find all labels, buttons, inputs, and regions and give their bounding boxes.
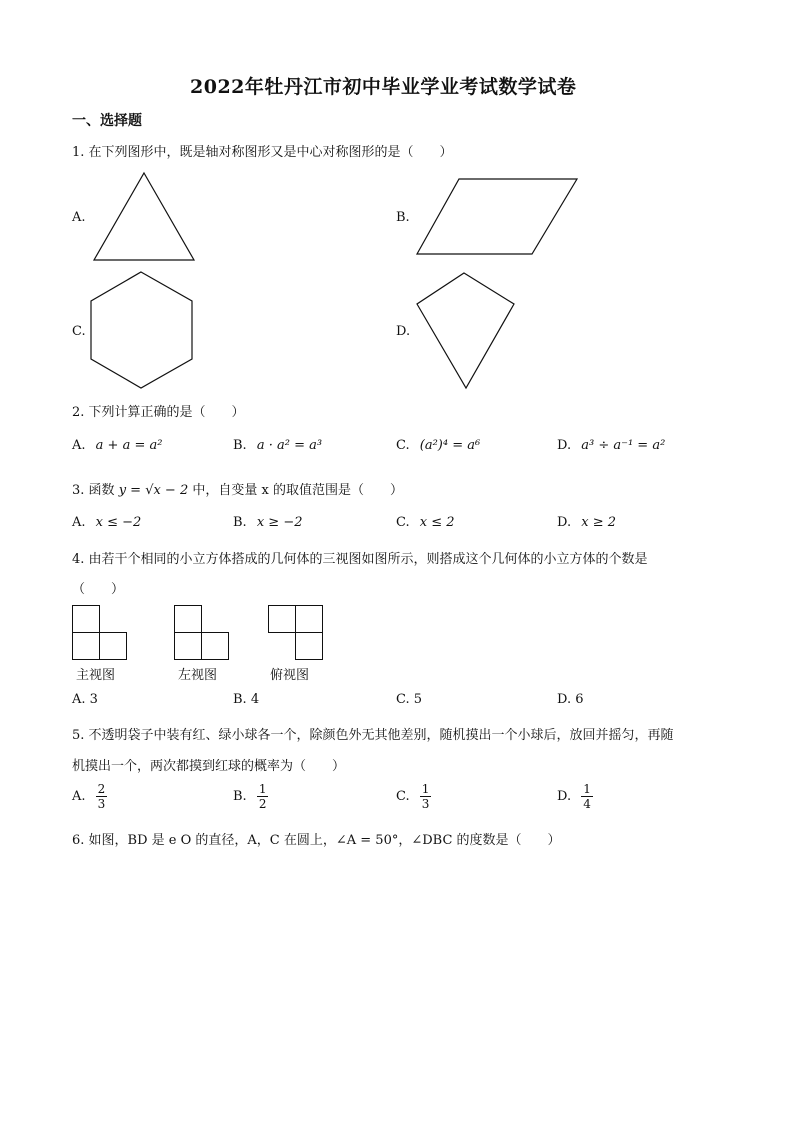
q3-option-b	[233, 515, 302, 530]
question-2-stem: 2. 下列计算正确的是（ ）	[72, 405, 245, 420]
q5-option-c-numerator: 1	[421, 782, 430, 796]
q1-option-a-label: A.	[72, 210, 86, 225]
page-title: 2022年牡丹江市初中毕业学业考试数学试卷	[190, 76, 577, 98]
q5-option-b-numerator: 1	[258, 782, 267, 796]
q1-option-d-label: D.	[396, 324, 411, 339]
q2-option-b-label: B.	[233, 438, 247, 453]
q3-option-a-label: A.	[72, 515, 86, 530]
question-3-stem	[72, 479, 403, 498]
q3-option-c-expr: x ≤ 2	[419, 515, 455, 530]
q3-option-a	[72, 515, 141, 530]
q2-option-d-expr: a³ ÷ a⁻¹ = a²	[581, 438, 666, 453]
q5-option-c	[396, 782, 431, 811]
q4-top-view-label: 俯视图	[270, 668, 310, 683]
section-heading: 一、选择题	[72, 113, 142, 129]
q4-option-b: B. 4	[233, 692, 260, 707]
q5-option-d-fraction	[581, 782, 593, 811]
q5-option-a-fraction	[96, 782, 108, 811]
q2-option-d-label: D.	[557, 438, 572, 453]
q2-option-c-expr: (a²)⁴ = a⁶	[419, 438, 481, 453]
q3-option-b-expr: x ≥ −2	[256, 515, 303, 530]
q5-option-d	[557, 782, 593, 811]
q3-stem-prefix: 3. 函数	[72, 483, 115, 498]
q1-parallelogram-figure	[414, 176, 584, 258]
q3-option-d	[557, 515, 616, 530]
q2-option-a	[72, 438, 162, 453]
q5-option-d-numerator: 1	[583, 782, 591, 796]
q2-option-c	[396, 438, 480, 453]
q5-option-a-numerator: 2	[97, 782, 106, 796]
q1-hexagon-figure	[88, 270, 200, 392]
question-5-stem: 5. 不透明袋子中装有红、绿小球各一个，除颜色外无其他差别，随机摸出一个小球后，放回并摇匀，再随	[72, 728, 674, 743]
q5-option-d-label: D.	[557, 789, 572, 804]
q5-option-c-denominator: 3	[421, 797, 430, 811]
q5-option-d-denominator: 4	[583, 797, 591, 811]
q4-front-view-figure	[72, 605, 128, 661]
q4-left-view-label: 左视图	[178, 668, 218, 683]
q4-option-c: C. 5	[396, 692, 423, 707]
q1-option-c-label: C.	[72, 324, 86, 339]
q3-option-d-label: D.	[557, 515, 572, 530]
q2-option-d	[557, 438, 665, 453]
q2-option-a-label: A.	[72, 438, 86, 453]
q5-option-b-fraction	[257, 782, 269, 811]
q4-left-view-figure	[174, 605, 230, 661]
q3-option-d-expr: x ≥ 2	[581, 515, 616, 530]
q5-option-b-denominator: 2	[258, 797, 267, 811]
question-4-stem-cont: （ ）	[72, 582, 125, 597]
q2-option-b-expr: a · a² = a³	[256, 438, 323, 453]
q3-function: y = √x − 2	[118, 483, 189, 498]
question-5-stem-cont: 机摸出一个，两次都摸到红球的概率为（ ）	[72, 759, 346, 774]
q5-option-c-fraction	[420, 782, 432, 811]
q2-option-b	[233, 438, 322, 453]
question-1-stem: 1. 在下列图形中，既是轴对称图形又是中心对称图形的是（ ）	[72, 145, 453, 160]
q1-option-b-label: B.	[396, 210, 410, 225]
q5-option-a-denominator: 3	[97, 797, 106, 811]
q5-option-c-label: C.	[396, 789, 410, 804]
question-6-stem: 6. 如图，BD 是 e O 的直径，A，C 在圆上，∠A = 50°，∠DBC 的度数是（ ）	[72, 833, 561, 848]
q1-kite-figure	[414, 270, 520, 392]
q4-top-view-figure	[268, 605, 324, 661]
q3-option-c-label: C.	[396, 515, 410, 530]
q4-option-a: A. 3	[72, 692, 98, 707]
q4-option-d: D. 6	[557, 692, 584, 707]
q3-option-c	[396, 515, 455, 530]
q1-triangle-figure	[90, 170, 200, 265]
q5-option-b-label: B.	[233, 789, 247, 804]
q3-option-a-expr: x ≤ −2	[95, 515, 142, 530]
q5-option-a-label: A.	[72, 789, 86, 804]
q3-option-b-label: B.	[233, 515, 247, 530]
question-4-stem: 4. 由若干个相同的小立方体搭成的几何体的三视图如图所示，则搭成这个几何体的小立方体的个数是	[72, 552, 648, 567]
q2-option-a-expr: a + a = a²	[95, 438, 163, 453]
q4-front-view-label: 主视图	[76, 668, 116, 683]
q2-option-c-label: C.	[396, 438, 410, 453]
q5-option-b	[233, 782, 268, 811]
q3-stem-suffix: 中，自变量 x 的取值范围是（ ）	[192, 483, 403, 498]
q5-option-a	[72, 782, 107, 811]
